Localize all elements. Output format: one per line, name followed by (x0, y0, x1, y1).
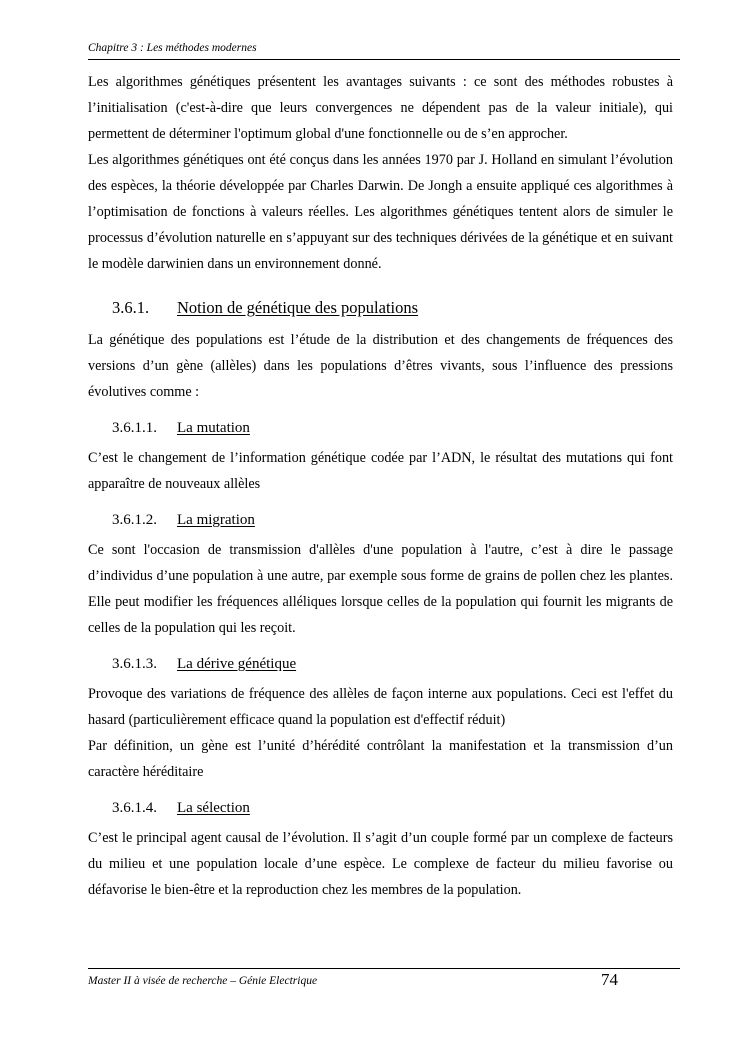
migration-paragraph: Ce sont l'occasion de transmission d'allèles d'une population à l'autre, c’est à dire le passage d’individus d’une population à une autre, par exemple sous forme de grains de pollen chez les plantes. Elle peut modifier les fréquences alléliques lorsque celles de la population qui fournit les migrants de celles de la population qui les reçoit. (88, 542, 673, 636)
subsection-number: 3.6.1.3. (112, 656, 157, 672)
subsection-title: La dérive génétique (177, 656, 297, 672)
drift-paragraph-2: Par définition, un gène est l’unité d’hérédité contrôlant la manifestation et la transmission d’un caractère héréditaire (88, 738, 673, 780)
subsection-heading-selection (112, 795, 673, 821)
section-paragraph: La génétique des populations est l’étude de la distribution et des changements de fréquences des versions d’un gène (allèles) dans les populations d’êtres vivants, sous l’influence des pressions évolutives comme : (88, 332, 673, 400)
section-title: Notion de génétique des populations (177, 298, 419, 317)
subsection-number: 3.6.1.2. (112, 512, 157, 528)
drift-paragraph-1: Provoque des variations de fréquence des allèles de façon interne aux populations. Ceci est l'effet du hasard (particulièrement efficace quand la population est d'effectif réduit) (88, 686, 673, 728)
subsection-title: La migration (177, 512, 255, 528)
subsection-title: La mutation (177, 420, 250, 436)
subsection-heading-migration (112, 507, 673, 533)
subsection-heading-mutation (112, 415, 673, 441)
subsection-number: 3.6.1.4. (112, 800, 157, 816)
subsection-number: 3.6.1.1. (112, 420, 157, 436)
mutation-paragraph: C’est le changement de l’information génétique codée par l’ADN, le résultat des mutations qui font apparaître de nouveaux allèles (88, 450, 673, 492)
selection-paragraph: C’est le principal agent causal de l’évolution. Il s’agit d’un couple formé par un complexe de facteurs du milieu et une population locale d’une espèce. Le complexe de facteur du milieu favorise ou défavorise le bien-être et la reproduction chez les membres de la population. (88, 830, 673, 898)
subsection-heading-drift (112, 651, 673, 677)
footer-text: Master II à visée de recherche – Génie Electrique (88, 975, 318, 987)
subsection-title: La sélection (177, 800, 250, 816)
page-footer (88, 968, 680, 993)
section-heading (112, 295, 673, 321)
chapter-title: Chapitre 3 : Les méthodes modernes (88, 42, 257, 54)
intro-paragraph-2: Les algorithmes génétiques ont été conçus dans les années 1970 par J. Holland en simulant l’évolution des espèces, la théorie développée par Charles Darwin. De Jongh a ensuite appliqué ces algorithmes à l’optimisation de fonctions à valeurs réelles. Les algorithmes génétiques tentent alors de simuler le processus d’évolution naturelle en s’appuyant sur des techniques dérivées de la génétique et en suivant le modèle darwinien dans un environnement donné. (88, 152, 673, 272)
page-body (88, 69, 673, 903)
page-header (88, 42, 680, 60)
intro-paragraph-1: Les algorithmes génétiques présentent les avantages suivants : ce sont des méthodes robustes à l’initialisation (c'est-à-dire que leurs convergences ne dépendent pas de la valeur initiale), qui permettent de déterminer l'optimum global d'une fonctionnelle ou de s’en approcher. (88, 74, 673, 142)
page-number: 74 (601, 970, 618, 989)
section-number: 3.6.1. (112, 298, 150, 317)
